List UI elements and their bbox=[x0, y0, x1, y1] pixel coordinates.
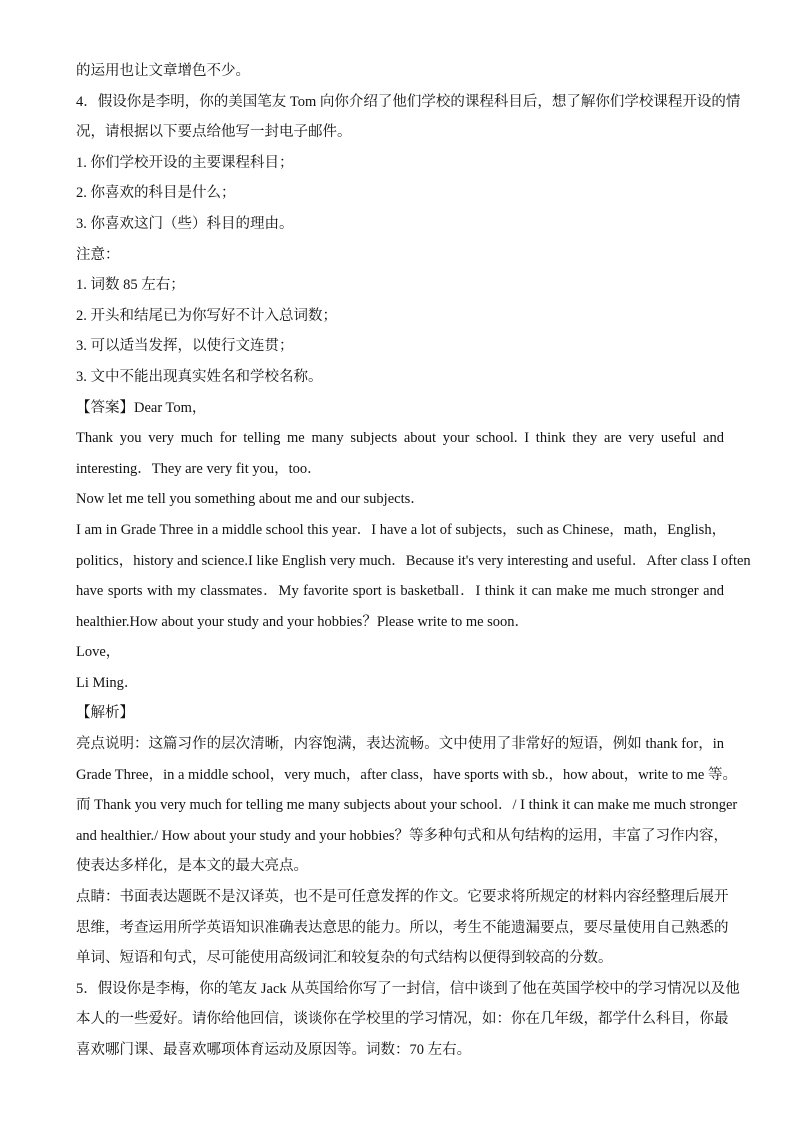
tip-line: 思维，考查运用所学英语知识准确表达意思的能力。所以，考生不能遗漏要点，要尽量使用自己熟悉的 bbox=[76, 919, 729, 936]
notes-heading: 注意： bbox=[76, 246, 120, 263]
tip-line: 点睛：书面表达题既不是汉译英，也不是可任意发挥的作文。它要求将所规定的材料内容经整理后展开 bbox=[76, 889, 729, 906]
answer-line: I am in Grade Three in a middle school this year．I have a lot of subjects，such as Chinese，math，English， bbox=[76, 521, 727, 538]
answer-line: have sports with my classmates．My favorite sport is basketball．I think it can make me much stronger and bbox=[76, 583, 724, 600]
document-page bbox=[76, 56, 751, 1066]
analysis-line: 亮点说明：这篇习作的层次清晰，内容饱满，表达流畅。文中使用了非常好的短语，例如 thank for，in bbox=[76, 736, 724, 753]
question-5-prompt-line: 喜欢哪门课、最喜欢哪项体育运动及原因等。词数：70 左右。 bbox=[76, 1042, 472, 1058]
analysis-line: Grade Three，in a middle school，very much，after class，have sports with sb.，how about，write to me 等。 bbox=[76, 766, 737, 783]
analysis-line: 而 Thank you very much for telling me many subjects about your school．/ I think it can make me much stronger bbox=[76, 797, 738, 814]
note-item: 3. 文中不能出现真实姓名和学校名称。 bbox=[76, 368, 323, 385]
answer-signature: Li Ming． bbox=[76, 674, 139, 691]
answer-line: politics，history and science.I like English very much．Because it's very interesting and useful．After class I often bbox=[76, 552, 751, 569]
tip-line: 单词、短语和句式，尽可能使用高级词汇和较复杂的句式结构以便得到较高的分数。 bbox=[76, 950, 613, 967]
question-4-prompt-line-1: 4．假设你是李明，你的美国笔友 Tom 向你介绍了他们学校的课程科目后，想了解你们学校课程开设的情 bbox=[76, 93, 741, 110]
requirement-item: 1. 你们学校开设的主要课程科目； bbox=[76, 154, 294, 171]
note-item: 2. 开头和结尾已为你写好不计入总词数； bbox=[76, 307, 337, 324]
answer-line: healthier.How about your study and your hobbies？Please write to me soon． bbox=[76, 613, 530, 630]
answer-closing: Love， bbox=[76, 644, 121, 661]
text-line: 的运用也让文章增色不少。 bbox=[76, 63, 250, 79]
question-5-prompt-line: 5．假设你是李梅，你的笔友 Jack 从英国给你写了一封信，信中谈到了他在英国学校中的学习情况以及他 bbox=[76, 980, 740, 997]
question-4-prompt-line-2: 况，请根据以下要点给他写一封电子邮件。 bbox=[76, 124, 352, 141]
question-5-prompt-line: 本人的一些爱好。请你给他回信，谈谈你在学校里的学习情况，如：你在几年级，都学什么科目，你最 bbox=[76, 1011, 729, 1028]
answer-line: Now let me tell you something about me and our subjects． bbox=[76, 491, 425, 508]
note-item: 1. 词数 85 左右； bbox=[76, 277, 185, 294]
note-item: 3. 可以适当发挥，以使行文连贯； bbox=[76, 338, 294, 355]
requirement-item: 2. 你喜欢的科目是什么； bbox=[76, 185, 236, 202]
analysis-line: 使表达多样化，是本文的最大亮点。 bbox=[76, 858, 308, 875]
answer-heading: 【答案】Dear Tom， bbox=[76, 399, 207, 416]
analysis-line: and healthier./ How about your study and your hobbies？等多种句式和从句结构的运用，丰富了习作内容， bbox=[76, 827, 729, 844]
requirement-item: 3. 你喜欢这门（些）科目的理由。 bbox=[76, 215, 294, 232]
answer-line: Thank you very much for telling me many subjects about your school. I think they are very useful and bbox=[76, 430, 724, 447]
answer-line: interesting．They are very fit you，too． bbox=[76, 460, 322, 477]
analysis-heading: 【解析】 bbox=[76, 705, 134, 722]
